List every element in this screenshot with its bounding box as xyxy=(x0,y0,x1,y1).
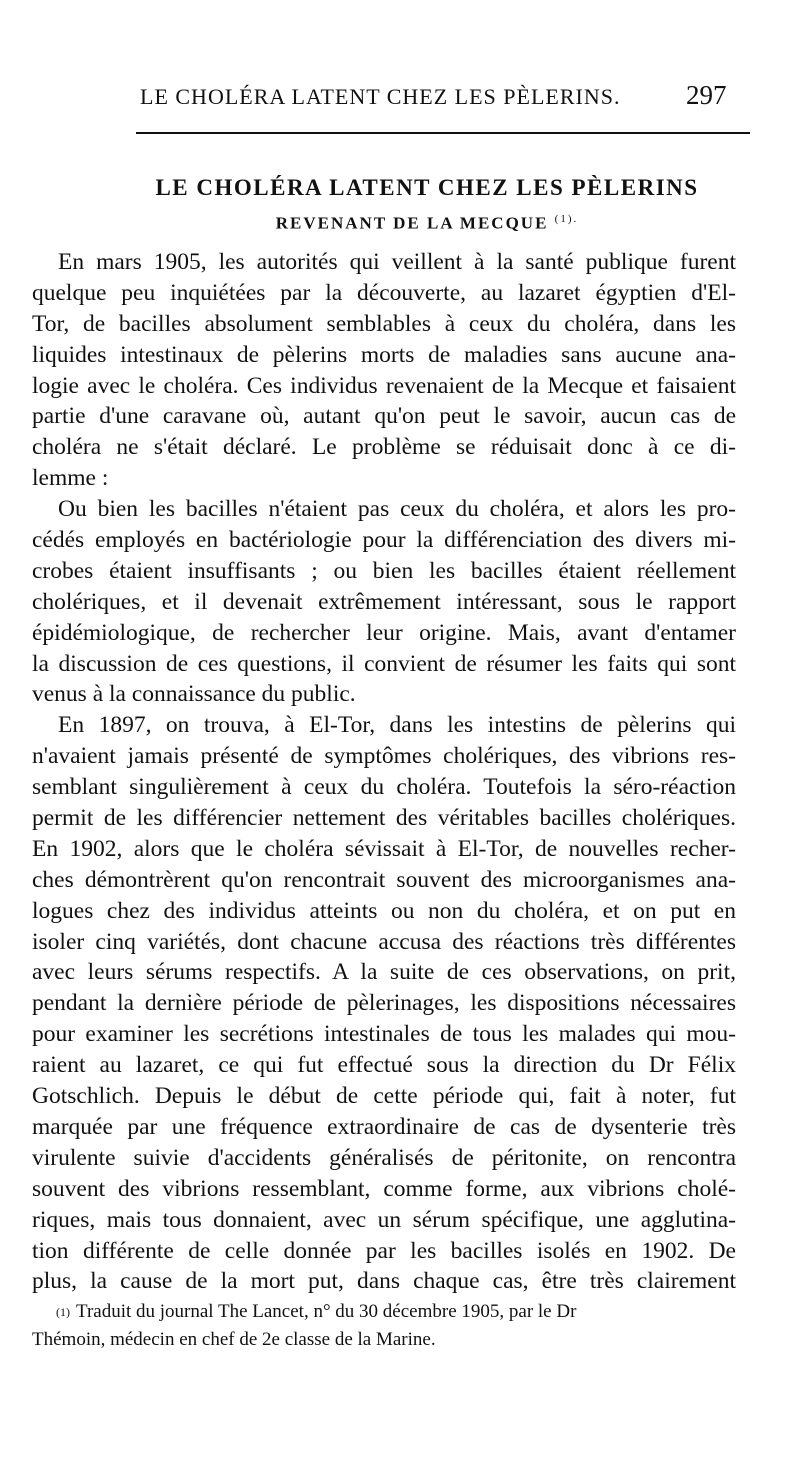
body-line: isoler cinq variétés, dont chacune accusa des réactions très différentes xyxy=(32,928,736,955)
body-line: ches démontrèrent qu'on rencontrait souvent des microorganismes ana- xyxy=(32,866,736,893)
body-line: partie d'une caravane où, autant qu'on peut le savoir, aucun cas de xyxy=(32,403,736,430)
body-line: plus, la cause de la mort put, dans chaque cas, être très clairement xyxy=(32,1268,736,1295)
footnote-reference: (1). xyxy=(554,213,579,225)
footnote-line xyxy=(32,1298,736,1326)
body-line: En 1902, alors que le choléra sévissait à El-Tor, de nouvelles recher- xyxy=(32,835,736,862)
body-line: Ou bien les bacilles n'étaient pas ceux du choléra, et alors les pro- xyxy=(58,496,736,523)
body-line: venus à la connaissance du public. xyxy=(32,681,356,708)
article-subtitle xyxy=(120,213,734,234)
footnote-text-2: Thémoin, médecin en chef de 2e classe de la Marine. xyxy=(32,1329,436,1350)
body-line: n'avaient jamais présenté de symptômes cholériques, des vibrions res- xyxy=(32,743,736,770)
body-line: En mars 1905, les autorités qui veillent à la santé publique furent xyxy=(58,249,736,275)
page-number: 297 xyxy=(686,80,727,110)
body-line: lemme : xyxy=(32,465,109,492)
body-line: souvent des vibrions ressemblant, comme forme, aux vibrions cholé- xyxy=(32,1175,736,1202)
body-line: pour examiner les secrétions intestinales de tous les malades qui mou- xyxy=(32,1021,736,1048)
body-line: choléra ne s'était déclaré. Le problème se réduisait donc à ce di- xyxy=(32,434,736,461)
body-line: raient au lazaret, ce qui fut effectué sous la direction du Dr Félix xyxy=(32,1052,736,1079)
article-title: LE CHOLÉRA LATENT CHEZ LES PÈLERINS xyxy=(155,175,699,200)
article-body xyxy=(32,247,736,1297)
body-line: marquée par une fréquence extraordinaire de cas de dysenterie très xyxy=(32,1113,736,1140)
subtitle-text: REVENANT DE LA MECQUE xyxy=(275,213,549,233)
footnote xyxy=(32,1298,736,1354)
header-rule xyxy=(136,132,750,134)
body-line: pendant la dernière période de pèlerinages, les dispositions nécessaires xyxy=(32,990,736,1017)
footnote-marker: (1) xyxy=(56,1305,70,1319)
body-line: logie avec le choléra. Ces individus revenaient de la Mecque et faisaient xyxy=(32,372,736,399)
body-line: permit de les différencier nettement des véritables bacilles cholériques. xyxy=(32,805,736,832)
body-line: tion différente de celle donnée par les bacilles isolés en 1902. De xyxy=(32,1237,736,1264)
body-line: épidémiologique, de rechercher leur origine. Mais, avant d'entamer xyxy=(32,619,736,646)
running-head: LE CHOLÉRA LATENT CHEZ LES PÈLERINS. xyxy=(140,84,621,109)
body-line: liquides intestinaux de pèlerins morts de maladies sans aucune ana- xyxy=(32,341,736,368)
body-line: logues chez des individus atteints ou non du choléra, et on put en xyxy=(32,897,736,924)
body-line: Gotschlich. Depuis le début de cette période qui, fait à noter, fut xyxy=(32,1083,736,1110)
body-line: riques, mais tous donnaient, avec un sérum spécifique, une agglutina- xyxy=(32,1206,736,1233)
body-line: cholériques, et il devenait extrêmement intéressant, sous le rapport xyxy=(32,588,736,615)
body-line: quelque peu inquiétées par la découverte, au lazaret égyptien d'El- xyxy=(32,279,736,306)
body-line: cédés employés en bactériologie pour la différenciation des divers mi- xyxy=(32,527,736,554)
footnote-line xyxy=(32,1326,736,1354)
body-line: la discussion de ces questions, il convient de résumer les faits qui sont xyxy=(32,650,736,677)
body-line: semblant singulièrement à ceux du choléra. Toutefois la séro-réaction xyxy=(32,774,736,801)
body-line: crobes étaient insuffisants ; ou bien les bacilles étaient réellement xyxy=(32,557,736,584)
body-line: avec leurs sérums respectifs. A la suite de ces observations, on prit, xyxy=(32,959,736,986)
body-line: En 1897, on trouva, à El-Tor, dans les intestins de pèlerins qui xyxy=(58,712,736,739)
body-line: virulente suivie d'accidents généralisés de péritonite, on rencontra xyxy=(32,1144,736,1171)
body-line: Tor, de bacilles absolument semblables à ceux du choléra, dans les xyxy=(32,310,736,337)
footnote-text-1: Traduit du journal The Lancet, n° du 30 décembre 1905, par le Dr xyxy=(76,1301,577,1322)
